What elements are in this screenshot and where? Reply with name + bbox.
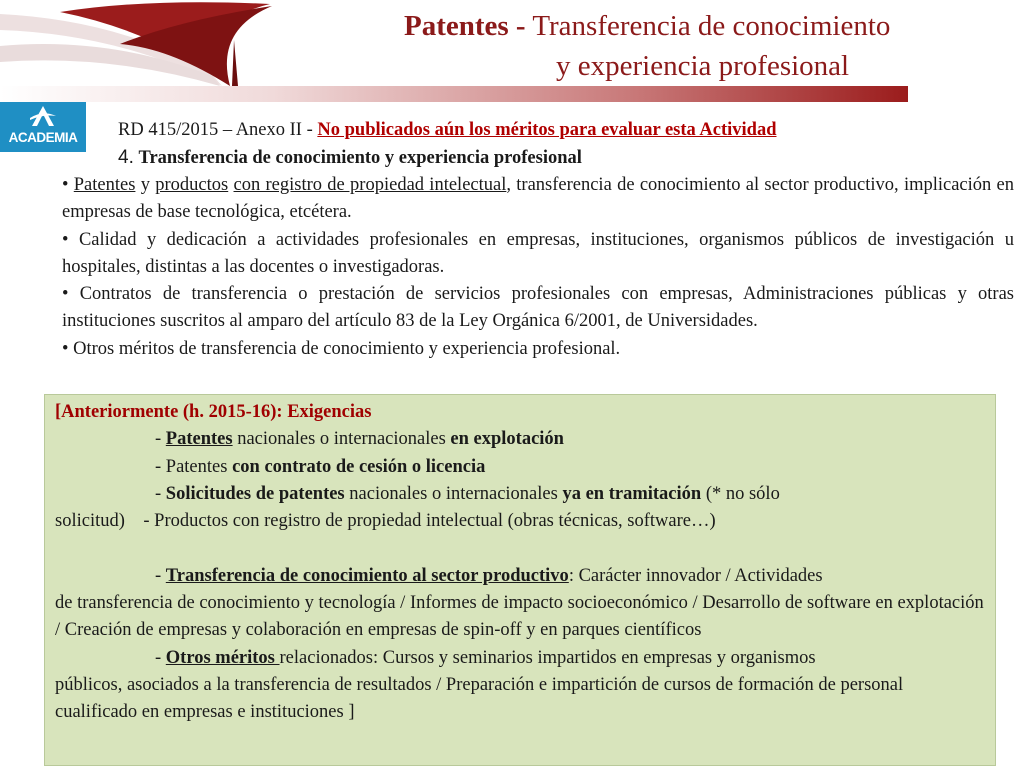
title-line2: y experiencia profesional	[556, 50, 850, 82]
box-item-patent-applications	[55, 481, 985, 508]
box-item5-u: Otros méritos	[165, 647, 280, 668]
bullet-other-merits: • Otros méritos de transferencia de conocimiento y experiencia profesional.	[62, 338, 621, 359]
academia-logo-text: ACADEMIA	[8, 130, 78, 145]
academia-logo	[0, 102, 86, 152]
section-heading	[118, 146, 582, 170]
bullet-patents-t3: , transferencia de conocimiento al sector productivo, implicación en empresas de base tecnológica, etcétera.	[62, 175, 1015, 223]
box-item1-t: nacionales o internacionales	[232, 429, 451, 450]
box-heading: [Anteriormente (h. 2015-16): Exigencias	[55, 402, 372, 422]
box-item5-t: relacionados: Cursos y seminarios impartidos en empresas y organismos	[279, 647, 816, 668]
bullet-patents-t1: y	[135, 175, 156, 195]
box-item3-b2: ya en tramitación	[562, 483, 702, 504]
box-dash: -	[155, 429, 166, 450]
box-item-patents-license	[55, 454, 985, 481]
bullet-marker: •	[62, 175, 74, 195]
box-item-other-merits	[55, 645, 985, 672]
decree-line	[118, 118, 777, 142]
title-line1: Transferencia de conocimiento	[525, 10, 891, 42]
bullet-patents	[62, 172, 1014, 227]
box-item2-t: - Patentes	[155, 456, 233, 477]
bullet-patents-u3: con registro de propiedad intelectual	[233, 175, 507, 195]
box-item1-b: en explotación	[450, 429, 564, 450]
box-dash: -	[155, 565, 166, 586]
book-logo	[0, 0, 290, 88]
box-item4-t: : Carácter innovador / Actividades	[568, 565, 823, 586]
box-item3-t2: (* no sólo	[701, 483, 780, 504]
box-item-products-ip: solicitud) - Productos con registro de propiedad intelectual (obras técnicas, software…)	[55, 511, 716, 532]
bullet-patents-u2: productos	[155, 175, 229, 195]
bullet-list	[62, 172, 1014, 363]
box-item-knowledge-transfer	[55, 563, 985, 590]
slide-title	[330, 6, 990, 86]
box-spacer	[55, 535, 985, 562]
box-item4-u: Transferencia de conocimiento al sector productivo	[165, 565, 569, 586]
section-number: 4.	[118, 147, 134, 168]
bullet-patents-u1: Patentes	[73, 175, 136, 195]
academia-a-icon	[28, 104, 58, 128]
section-heading-text: Transferencia de conocimiento y experiencia profesional	[138, 148, 582, 168]
box-item-patents-exploitation	[55, 426, 985, 453]
box-dash: -	[155, 483, 166, 504]
title-bold-part: Patentes -	[404, 10, 526, 42]
title-divider-bar	[0, 86, 908, 102]
bullet-quality: • Calidad y dedicación a actividades profesionales en empresas, instituciones, organismos públicos de investigación u hospitales, distintas a las docentes o investigadoras.	[62, 229, 1014, 277]
box-item3-b1: Solicitudes de patentes	[165, 483, 345, 504]
box-dash: -	[155, 647, 166, 668]
box-item1-u: Patentes	[165, 429, 233, 450]
box-item3-t1: nacionales o internacionales	[344, 483, 563, 504]
box-item-other-merits-cont: públicos, asociados a la transferencia de resultados / Preparación e impartición de cursos de formación de personal cualificado en empresas e instituciones ]	[55, 674, 904, 723]
previous-requirements-box	[44, 394, 996, 766]
decree-highlight: No publicados aún los méritos para evaluar esta Actividad	[317, 120, 777, 140]
decree-prefix: RD 415/2015 – Anexo II -	[118, 120, 318, 140]
box-item-knowledge-transfer-cont: de transferencia de conocimiento y tecnología / Informes de impacto socioeconómico / Desarrollo de software en explotación / Creación de empresas y colaboración en empresas de spin-off y en parques científicos	[55, 593, 984, 641]
bullet-contracts: • Contratos de transferencia o prestación de servicios profesionales con empresas, Administraciones públicas y otras instituciones suscritos al amparo del artículo 83 de la Ley Orgánica 6/2001, de Universidades.	[62, 284, 1014, 332]
box-item2-b: con contrato de cesión o licencia	[232, 456, 486, 477]
